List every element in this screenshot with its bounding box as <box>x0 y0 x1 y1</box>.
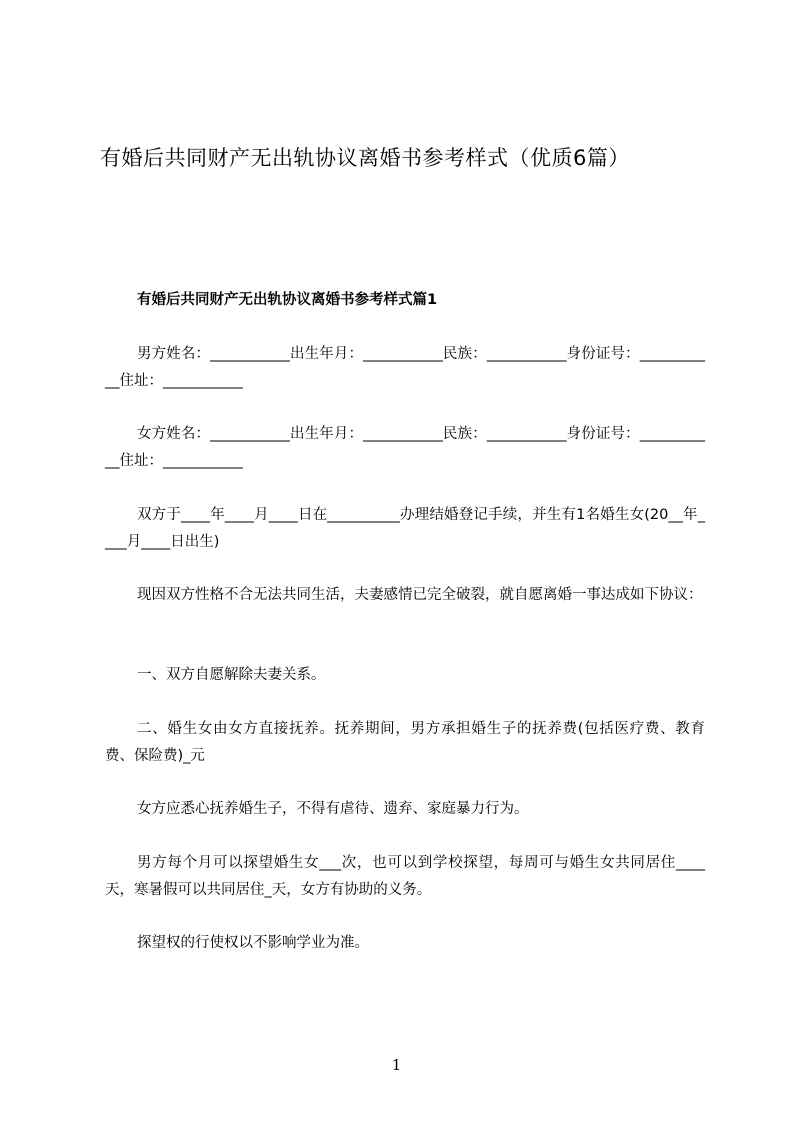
marriage-registration-paragraph: 双方于____年____月____日在__________办理结婚登记手续，并生有1名婚生女(20__年____月____日出生) <box>105 507 705 550</box>
care-obligation-paragraph: 女方应悉心抚养婚生子，不得有虐待、遗弃、家庭暴力行为。 <box>137 801 529 817</box>
clause-one-paragraph: 一、双方自愿解除夫妻关系。 <box>137 667 326 683</box>
page-number: 1 <box>391 1056 402 1074</box>
document-title: 有婚后共同财产无出轨协议离婚书参考样式（优质6篇） <box>100 146 630 170</box>
divorce-reason-paragraph: 现因双方性格不合无法共同生活，夫妻感情已完全破裂，就自愿离婚一事达成如下协议： <box>137 587 703 603</box>
visitation-rule-paragraph: 探望权的行使权以不影响学业为准。 <box>137 935 369 951</box>
female-info-paragraph: 女方姓名：___________出生年月：___________民族：___________身份证号：___________住址：___________ <box>105 426 705 469</box>
visitation-paragraph: 男方每个月可以探望婚生女___次，也可以到学校探望，每周可与婚生女共同居住____天，寒暑假可以共同居住_天，女方有协助的义务。 <box>105 855 705 898</box>
male-info-paragraph: 男方姓名：___________出生年月：___________民族：___________身份证号：___________住址：___________ <box>105 346 705 389</box>
clause-two-paragraph: 二、婚生女由女方直接抚养。抚养期间，男方承担婚生子的抚养费(包括医疗费、教育费、保险费)_元 <box>105 721 705 764</box>
section-title: 有婚后共同财产无出轨协议离婚书参考样式篇1 <box>137 292 438 308</box>
